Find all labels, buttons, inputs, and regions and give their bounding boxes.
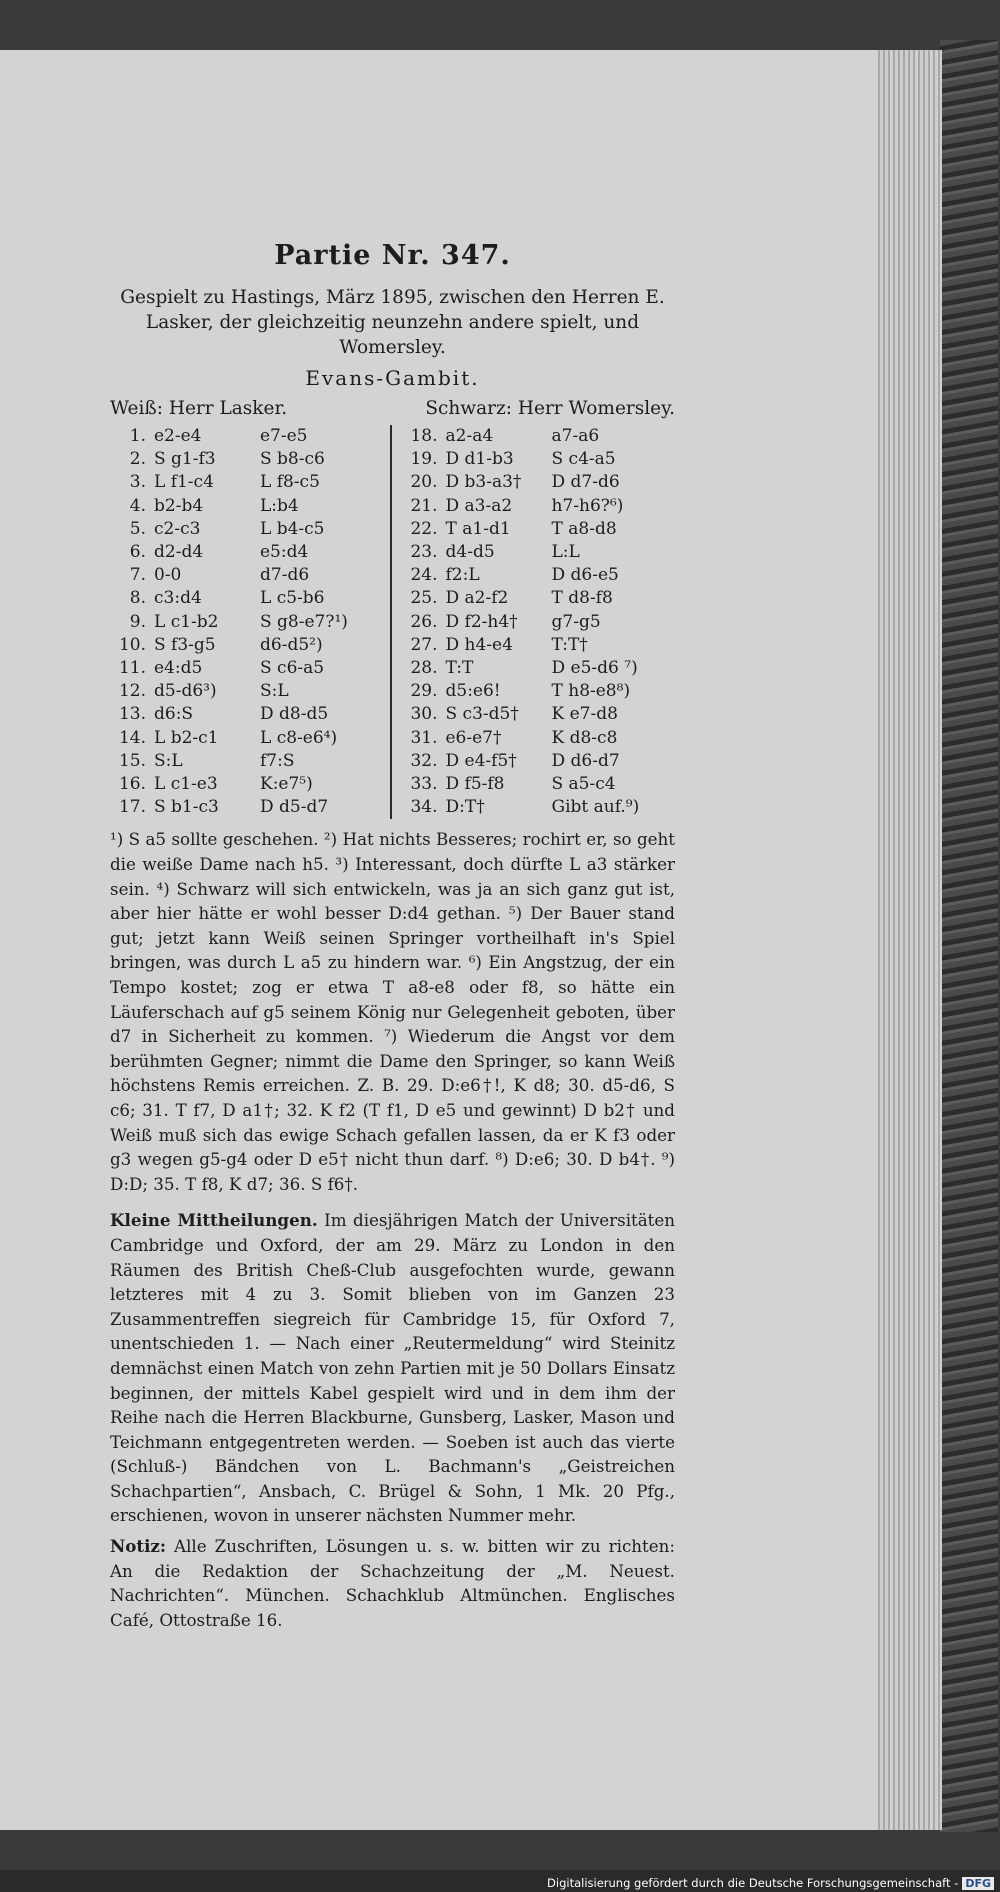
white-move: f2:L	[445, 565, 480, 586]
move-number: 8.	[129, 588, 146, 609]
black-move: e5:d4	[260, 542, 309, 563]
move-row	[110, 634, 384, 657]
move-row	[110, 680, 384, 703]
black-move: T h8-e8⁸)	[551, 681, 631, 702]
move-row	[402, 634, 676, 657]
black-move: S a5-c4	[551, 774, 616, 795]
move-row	[110, 750, 384, 773]
move-row	[110, 587, 384, 610]
black-move: d6-d5²)	[260, 634, 323, 655]
annotations: ¹) S a5 sollte geschehen. ²) Hat nichts Besseres; rochirt er, so geht die weiße Dame nach h5. ³) Interessant, doch dürfte L a3 stärker sein. ⁴) Schwarz will sich entwickeln, was ja an sich ganz gut ist, aber hier hätte er wohl besser D:d4 gethan. ⁵) Der Bauer stand gut; jetzt kann Weiß seinen Springer vortheilhaft in's Spiel bringen, was durch L a5 zu hindern war. ⁶) Ein Angstzug, der ein Tempo kostet; zog er etwa T a8-e8 oder f8, so hätte ein Läuferschach auf g5 seinem König nur Gelegenheit geboten, über d7 in Sicherheit zu kommen. ⁷) Wiederum die Angst vor dem berühmten Gegner; nimmt die Dame den Springer, so kann Weiß höchstens Remis erreichen. Z. B. 29. D:e6†!, K d8; 30. d5-d6, S c6; 31. T f7, D a1†; 32. K f2 (T f1, D e5 und gewinnt) D b2† und Weiß muß sich das ewige Schach gefallen lassen, da er K f3 oder g3 wegen g5-g4 oder D e5† nicht thun darf. ⁸) D:e6; 30. D b4†. ⁹) D:D; 35. T f8, K d7; 36. S f6†.	[110, 829, 675, 1194]
black-move: e7-e5	[260, 426, 308, 446]
game-subtitle: Gespielt zu Hastings, März 1895, zwischen den Herren E. Lasker, der gleichzeitig neunzehn andere spielt, und Womersley.	[120, 287, 665, 358]
notice-heading: Notiz:	[110, 1536, 167, 1557]
black-move: S b8-c6	[260, 449, 325, 470]
news-text: Im diesjährigen Match der Universitäten Cambridge und Oxford, der am 29. März zu London in den Räumen des British Cheß-Club ausgefochten wurde, gewann letzteres mit 4 zu 3. Somit blieben von im Ganzen 23 Zusammentreffen siegreich für Cambridge 15, für Oxford 7, unentschieden 1. — Nach einer „Reutermeldung“ wird Steinitz demnächst einen Match von zehn Partien mit je 50 Dollars Einsatz beginnen, der mittels Kabel gespielt wird und in dem ihm der Reihe nach die Herren Blackburne, Gunsberg, Lasker, Mason und Teichmann entgegentreten werden. — Soeben ist auch das vierte (Schluß-) Bändchen von L. Bachmann's „Geistreichen Schachpartien“, Ansbach, C. Brügel & Sohn, 1 Mk. 20 Pfg., erschienen, wovon in unserer nächsten Nummer mehr.	[110, 1210, 676, 1526]
move-number: 10.	[118, 634, 146, 655]
white-move: b2-b4	[154, 495, 204, 516]
black-move: D e5-d6 ⁷)	[551, 658, 638, 679]
white-move: L c1-e3	[154, 774, 218, 795]
move-number: 34.	[410, 797, 438, 818]
move-number: 27.	[410, 634, 438, 655]
black-move: D d6-e5	[551, 565, 619, 586]
news-section	[110, 1208, 675, 1528]
move-number: 2.	[129, 449, 146, 470]
white-move: c3:d4	[154, 588, 202, 609]
white-move: D e4-f5†	[445, 750, 517, 771]
black-move: D d8-d5	[260, 704, 329, 725]
black-move: L:b4	[260, 495, 299, 516]
news-heading: Kleine Mittheilungen.	[110, 1210, 318, 1231]
book-spine	[940, 40, 998, 1832]
move-row	[110, 703, 384, 726]
move-row	[402, 680, 676, 703]
move-number: 16.	[118, 774, 146, 795]
black-move: f7:S	[260, 750, 295, 771]
move-row	[402, 611, 676, 634]
notice-section	[110, 1534, 675, 1632]
move-row	[110, 471, 384, 494]
move-number: 29.	[410, 681, 438, 702]
black-move: h7-h6?⁶)	[551, 495, 624, 516]
move-number: 4.	[129, 495, 146, 516]
opening-name: Evans-Gambit.	[305, 366, 480, 390]
move-row	[110, 727, 384, 750]
black-move: D d6-d7	[551, 750, 620, 771]
digitization-credit	[547, 1876, 994, 1890]
move-number: 20.	[410, 472, 438, 493]
move-number: 24.	[410, 565, 438, 586]
move-row	[402, 564, 676, 587]
page-content	[110, 240, 675, 1632]
move-number: 5.	[129, 518, 146, 539]
white-move: D f2-h4†	[445, 611, 518, 632]
white-move: D a2-f2	[445, 588, 509, 609]
moves-column-left	[110, 425, 392, 819]
move-row	[402, 587, 676, 610]
white-move: D d1-b3	[445, 449, 514, 470]
move-row	[402, 796, 676, 819]
move-number: 7.	[129, 565, 146, 586]
white-move: d5:e6!	[445, 681, 501, 702]
white-move: L b2-c1	[154, 727, 219, 748]
move-number: 3.	[129, 472, 146, 493]
black-move: L f8-c5	[260, 472, 320, 493]
white-move: T:T	[445, 658, 474, 679]
move-row	[110, 564, 384, 587]
white-move: d4-d5	[445, 542, 495, 563]
white-move: c2-c3	[154, 518, 201, 539]
notice-text: Alle Zuschriften, Lösungen u. s. w. bitten wir zu richten: An die Redaktion der Schachzeitung der „M. Neuest. Nachrichten“. München. Schachklub Altmünchen. Englisches Café, Ottostraße 16.	[110, 1536, 675, 1630]
black-move: K d8-c8	[551, 727, 618, 748]
black-move: L c5-b6	[260, 588, 325, 609]
black-move: T d8-f8	[551, 588, 613, 609]
move-number: 15.	[118, 750, 146, 771]
white-move: a2-a4	[445, 426, 494, 446]
black-move: d7-d6	[260, 565, 310, 586]
move-row	[402, 703, 676, 726]
move-number: 13.	[118, 704, 146, 725]
move-number: 21.	[410, 495, 438, 516]
white-move: S:L	[154, 750, 183, 771]
move-number: 26.	[410, 611, 438, 632]
move-table	[110, 425, 675, 819]
move-row	[402, 518, 676, 541]
white-move: D b3-a3†	[445, 472, 522, 493]
move-number: 22.	[410, 518, 438, 539]
white-move: e6-e7†	[445, 727, 502, 748]
moves-column-right	[392, 425, 676, 819]
white-move: L f1-c4	[154, 472, 214, 493]
dfg-logo: DFG	[962, 1877, 994, 1890]
white-move: D:T†	[445, 797, 485, 818]
black-player: Schwarz: Herr Womersley.	[425, 398, 675, 419]
white-move: L c1-b2	[154, 611, 219, 632]
move-number: 32.	[410, 750, 438, 771]
move-row	[402, 750, 676, 773]
move-number: 31.	[410, 727, 438, 748]
move-row	[402, 773, 676, 796]
white-move: T a1-d1	[445, 518, 511, 539]
move-row	[402, 657, 676, 680]
move-row	[110, 611, 384, 634]
move-number: 14.	[118, 727, 146, 748]
move-row	[110, 773, 384, 796]
move-number: 19.	[410, 449, 438, 470]
page-edges	[870, 50, 942, 1830]
black-move: L b4-c5	[260, 518, 325, 539]
white-move: e2-e4	[154, 426, 202, 446]
black-move: D d5-d7	[260, 797, 329, 818]
white-move: d5-d6³)	[154, 681, 217, 702]
black-move: S c6-a5	[260, 658, 325, 679]
black-move: Gibt auf.⁹)	[551, 797, 640, 818]
move-row	[110, 796, 384, 819]
white-move: D f5-f8	[445, 774, 505, 795]
move-number: 6.	[129, 542, 146, 563]
black-move: K:e7⁵)	[260, 774, 313, 795]
white-player: Weiß: Herr Lasker.	[110, 398, 288, 419]
move-number: 25.	[410, 588, 438, 609]
move-row	[110, 518, 384, 541]
move-number: 23.	[410, 542, 438, 563]
move-row	[402, 425, 676, 448]
move-row	[110, 448, 384, 471]
white-move: S c3-d5†	[445, 704, 519, 725]
move-number: 18.	[410, 426, 438, 446]
credit-text: Digitalisierung gefördert durch die Deutsche Forschungsgemeinschaft -	[547, 1876, 959, 1890]
black-move: T:T†	[551, 634, 588, 655]
move-number: 30.	[410, 704, 438, 725]
move-row	[402, 541, 676, 564]
black-move: S:L	[260, 681, 289, 702]
white-move: S g1-f3	[154, 449, 216, 470]
white-move: S f3-g5	[154, 634, 216, 655]
black-move: S g8-e7?¹)	[260, 611, 348, 632]
white-move: D a3-a2	[445, 495, 513, 516]
move-row	[110, 657, 384, 680]
move-number: 12.	[118, 681, 146, 702]
move-row	[402, 495, 676, 518]
white-move: D h4-e4	[445, 634, 513, 655]
move-number: 1.	[129, 426, 146, 446]
black-move: K e7-d8	[551, 704, 618, 725]
white-move: 0-0	[154, 565, 182, 586]
move-row	[402, 727, 676, 750]
black-move: L c8-e6⁴)	[260, 727, 338, 748]
players-line	[110, 398, 675, 419]
black-move: T a8-d8	[551, 518, 617, 539]
move-row	[110, 541, 384, 564]
black-move: S c4-a5	[551, 449, 616, 470]
book-page	[0, 50, 878, 1830]
move-row	[402, 471, 676, 494]
move-number: 33.	[410, 774, 438, 795]
game-title: Partie Nr. 347.	[274, 240, 511, 271]
move-number: 17.	[118, 797, 146, 818]
white-move: d6:S	[154, 704, 194, 725]
move-number: 11.	[118, 658, 146, 679]
black-move: D d7-d6	[551, 472, 620, 493]
move-row	[110, 425, 384, 448]
move-number: 28.	[410, 658, 438, 679]
white-move: d2-d4	[154, 542, 204, 563]
black-move: g7-g5	[551, 611, 601, 632]
move-number: 9.	[129, 611, 146, 632]
white-move: S b1-c3	[154, 797, 219, 818]
black-move: a7-a6	[551, 426, 600, 446]
move-row	[110, 495, 384, 518]
move-row	[402, 448, 676, 471]
black-move: L:L	[551, 542, 580, 563]
white-move: e4:d5	[154, 658, 203, 679]
